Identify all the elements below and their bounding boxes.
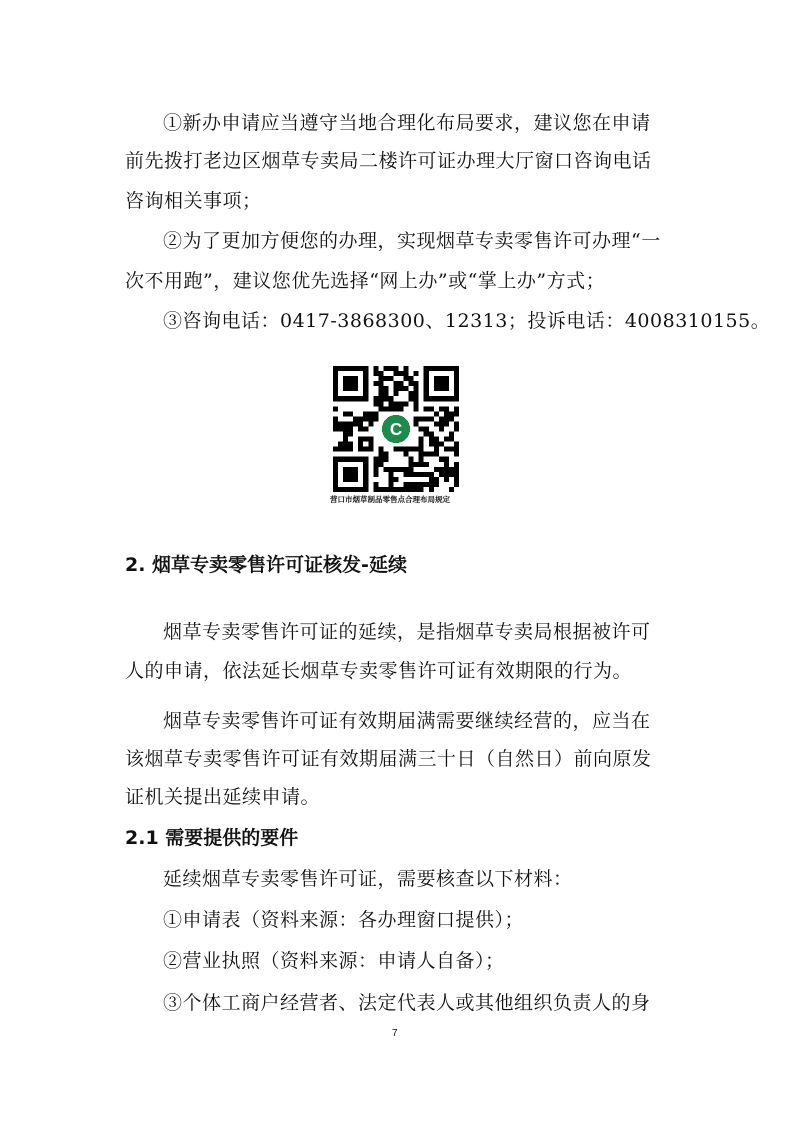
contact-line: ③咨询电话：0417-3868300、12313；投诉电话：4008310155。 — [163, 310, 771, 332]
text-line-1: ①新办申请应当遵守当地合理化布局要求，建议您在申请 — [163, 112, 651, 134]
qr-code — [333, 366, 459, 492]
text-line-4: ②为了更加方便您的办理，实现烟草专卖零售许可办理“一 — [163, 230, 661, 252]
requirement-item-2: ②营业执照（资料来源：申请人自备）； — [163, 950, 505, 972]
text-line-2: 前先拨打老边区烟草专卖局二楼许可证办理大厅窗口咨询电话 — [125, 150, 652, 172]
para1-line2: 人的申请，依法延长烟草专卖零售许可证有效期限的行为。 — [125, 660, 633, 682]
para2-line1: 烟草专卖零售许可证有效期届满需要继续经营的，应当在 — [163, 710, 651, 732]
qr-logo-letter: C — [389, 419, 403, 440]
para1-line1: 烟草专卖零售许可证的延续，是指烟草专卖局根据被许可 — [163, 621, 651, 643]
para2-line3: 证机关提出延续申请。 — [125, 786, 321, 808]
section-heading-2: 2. 烟草专卖零售许可证核发-延续 — [125, 554, 407, 576]
text-line-3: 咨询相关事项； — [125, 190, 262, 212]
page-number: 7 — [392, 1028, 398, 1039]
requirements-intro: 延续烟草专卖零售许可证，需要核查以下材料： — [163, 868, 573, 890]
requirement-item-3: ③个体工商户经营者、法定代表人或其他组织负责人的身 — [163, 992, 651, 1014]
section-heading-2-1: 2.1 需要提供的要件 — [125, 827, 299, 849]
requirement-item-1: ①申请表（资料来源：各办理窗口提供）； — [163, 909, 525, 931]
para2-line2: 该烟草专卖零售许可证有效期届满三十日（自然日）前向原发 — [125, 748, 652, 770]
qr-caption: 营口市烟草制品零售点合理布局规定 — [330, 495, 450, 504]
text-line-5: 次不用跑”，建议您优先选择“网上办”或“掌上办”方式； — [125, 270, 606, 292]
